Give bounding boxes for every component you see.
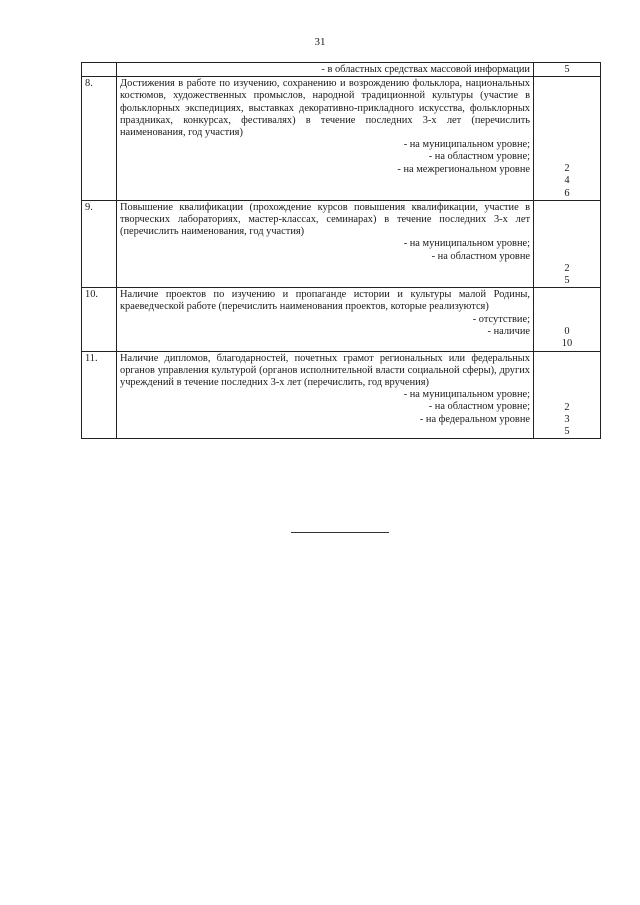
score-value: 2 [564,401,570,413]
level-label: - на федеральном уровне [419,413,530,425]
score-value: 10 [561,338,573,350]
criterion-cell [117,77,534,201]
table-row [82,63,601,77]
criterion-cell [117,200,534,287]
level-label: - на областном уровне; [428,401,530,413]
level-label: - наличие [487,325,530,337]
row-number: 10. [82,288,117,351]
level-label: - на муниципальном уровне; [403,139,530,151]
table-row [82,200,601,287]
level-label: - на муниципальном уровне; [403,238,530,250]
table-row [82,288,601,351]
level-label: - на областном уровне; [428,151,530,163]
score-cell [534,77,601,201]
table-row [82,77,601,201]
score-cell [534,63,601,77]
score-value: 6 [564,187,570,199]
table-row [82,351,601,439]
score-cell [534,200,601,287]
level-label: - на областном уровне [431,250,530,262]
score-value: 3 [564,413,570,425]
closing-rule [291,532,389,533]
criterion-text: Повышение квалификации (прохождение курсов повышения квалификации, участие в творческих лабораториях, мастер-классах, семинарах) в течение последних 3-х лет (перечислить наименования, год участия) [120,201,530,238]
level-label: - на межрегиональном уровне [397,163,530,175]
criterion-cell [117,351,534,439]
score-value: 4 [564,175,570,187]
level-label: - отсутствие; [472,313,530,325]
score-value: 0 [564,326,570,338]
criteria-table [81,62,601,439]
criterion-cell [117,63,534,77]
criterion-text: Достижения в работе по изучению, сохранению и возрождению фольклора, национальных костюмов, художественных промыслов, народной традиционной культуры (участие в фольклорных экспедициях, выставках декоративно-прикладного искусства, фольклорных праздниках, конкурсах, фестивалях) в течение последних 3-х лет (перечислить наименования, год участия) [120,78,530,139]
score-value: 2 [564,163,570,175]
criterion-text: Наличие проектов по изучению и пропаганде истории и культуры малой Родины, краеведческой работе (перечислить наименования проектов, которые реализуются) [120,289,530,313]
level-label: - в областных средствах массовой информации [321,64,530,75]
row-number-cell [82,63,117,77]
criterion-cell [117,288,534,351]
criterion-text: Наличие дипломов, благодарностей, почетных грамот региональных или федеральных органов управления культурой (органов исполнительной власти социальной сферы), других учреждений в течение последних 3-х лет (перечислить, год вручения) [120,352,530,389]
row-number: 8. [82,77,117,201]
score-value: 5 [564,426,570,438]
row-number: 9. [82,200,117,287]
score-value: 5 [564,64,570,75]
score-value: 5 [564,275,570,287]
score-cell [534,288,601,351]
score-cell [534,351,601,439]
score-value: 2 [564,262,570,274]
level-label: - на муниципальном уровне; [403,389,530,401]
row-number: 11. [82,351,117,439]
page-number: 31 [314,36,326,48]
